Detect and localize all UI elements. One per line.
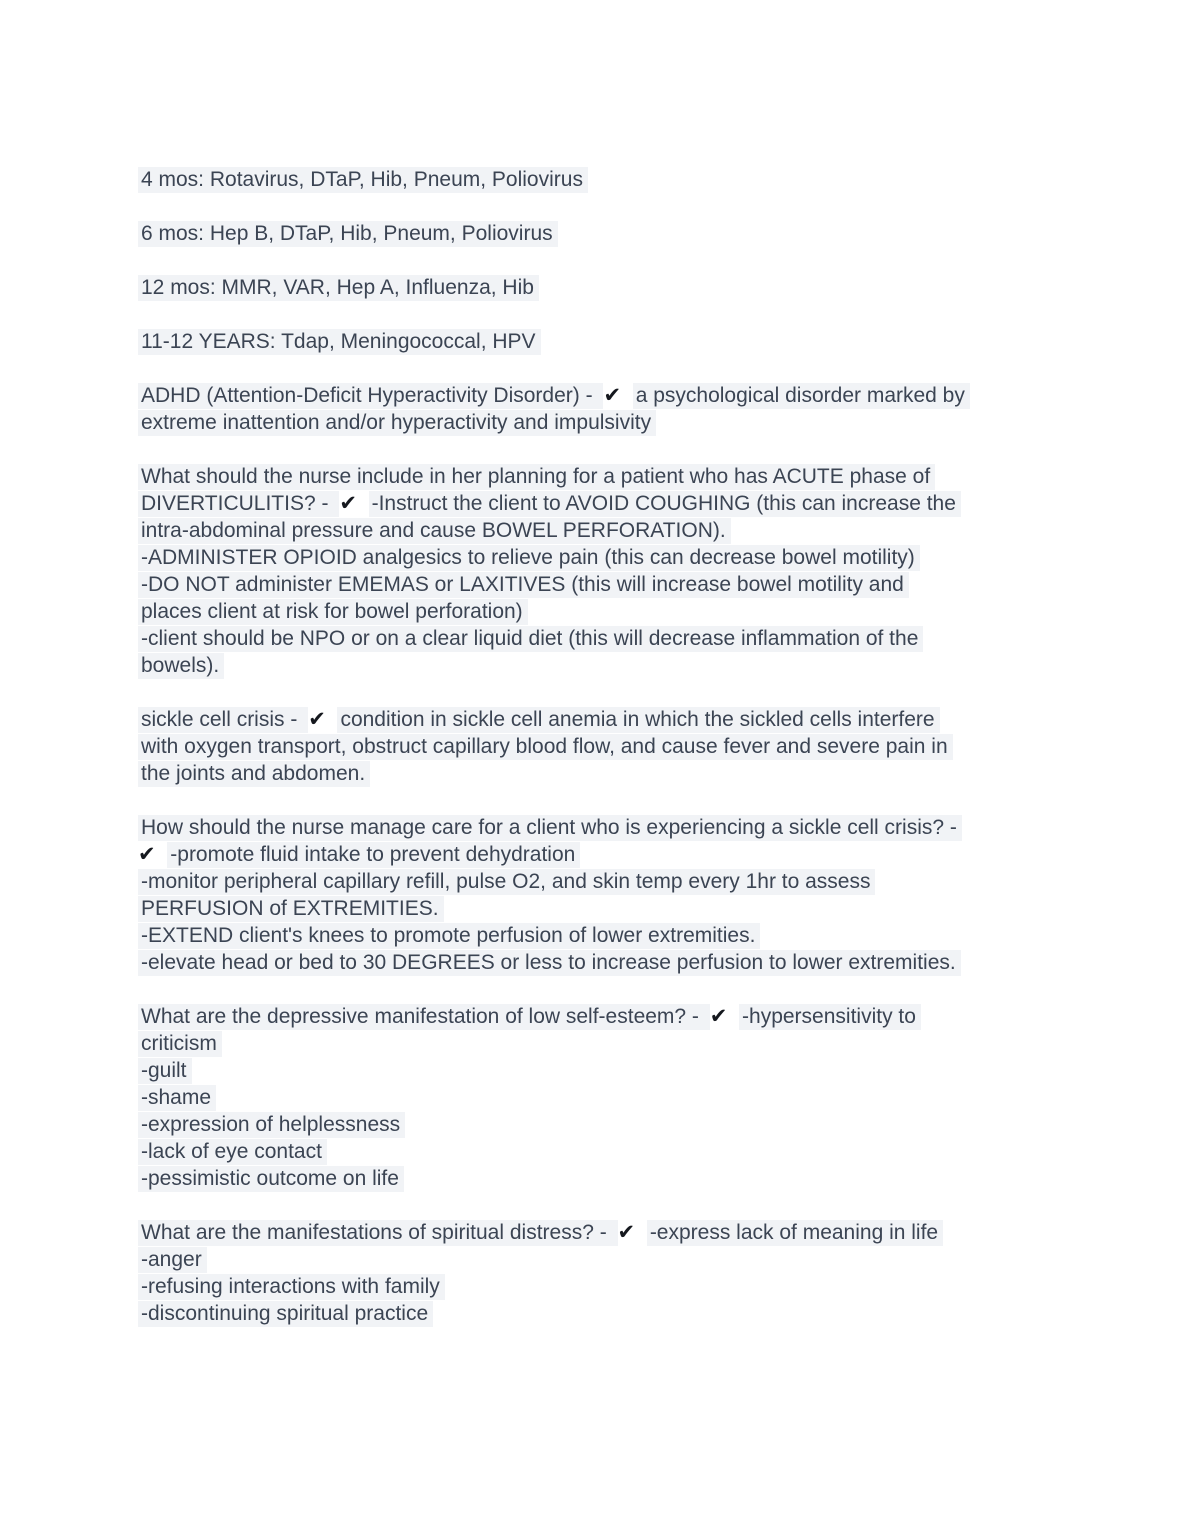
text-line xyxy=(138,220,1128,247)
text-line xyxy=(138,625,1128,652)
highlighted-text: 11-12 YEARS: Tdap, Meningococcal, HPV xyxy=(138,329,541,355)
text-line xyxy=(138,814,1128,841)
highlighted-text: What are the manifestations of spiritual distress? - xyxy=(138,1220,618,1246)
text-line xyxy=(138,274,1128,301)
highlighted-text: -discontinuing spiritual practice xyxy=(138,1301,433,1327)
checkmark-icon: ✔ xyxy=(308,708,338,731)
highlighted-text: PERFUSION of EXTREMITIES. xyxy=(138,896,444,922)
text-line xyxy=(138,490,1128,517)
text-line xyxy=(138,382,1128,409)
highlighted-text: -express lack of meaning in life xyxy=(647,1220,943,1246)
highlighted-text: extreme inattention and/or hyperactivity and impulsivity xyxy=(138,410,656,436)
checkmark-icon: ✔ xyxy=(138,843,168,866)
highlighted-text: -pessimistic outcome on life xyxy=(138,1166,404,1192)
highlighted-text: -promote fluid intake to prevent dehydration xyxy=(167,842,580,868)
highlighted-text: -DO NOT administer EMEMAS or LAXITIVES (this will increase bowel motility and xyxy=(138,572,909,598)
text-line xyxy=(138,868,1128,895)
highlighted-text: DIVERTICULITIS? - xyxy=(138,491,339,517)
highlighted-text: What should the nurse include in her planning for a patient who has ACUTE phase of xyxy=(138,464,935,490)
highlighted-text: 4 mos: Rotavirus, DTaP, Hib, Pneum, Poliovirus xyxy=(138,167,588,193)
highlighted-text: -lack of eye contact xyxy=(138,1139,327,1165)
highlighted-text: -anger xyxy=(138,1247,207,1273)
paragraph xyxy=(138,1003,1128,1192)
text-line xyxy=(138,1057,1128,1084)
highlighted-text: -client should be NPO or on a clear liquid diet (this will decrease inflammation of the xyxy=(138,626,923,652)
paragraph xyxy=(138,463,1128,679)
checkmark-icon: ✔ xyxy=(339,492,369,515)
highlighted-text: 6 mos: Hep B, DTaP, Hib, Pneum, Poliovirus xyxy=(138,221,558,247)
text-line xyxy=(138,166,1128,193)
text-line xyxy=(138,1138,1128,1165)
text-line xyxy=(138,760,1128,787)
text-line xyxy=(138,922,1128,949)
highlighted-text: ADHD (Attention-Deficit Hyperactivity Disorder) - xyxy=(138,383,603,409)
text-line xyxy=(138,1084,1128,1111)
highlighted-text: bowels). xyxy=(138,653,224,679)
highlighted-text: 12 mos: MMR, VAR, Hep A, Influenza, Hib xyxy=(138,275,539,301)
checkmark-icon: ✔ xyxy=(709,1005,740,1028)
text-line xyxy=(138,409,1128,436)
highlighted-text: intra-abdominal pressure and cause BOWEL PERFORATION). xyxy=(138,518,731,544)
highlighted-text: -monitor peripheral capillary refill, pulse O2, and skin temp every 1hr to assess xyxy=(138,869,875,895)
text-line xyxy=(138,1003,1128,1030)
highlighted-text: condition in sickle cell anemia in which the sickled cells interfere xyxy=(337,707,939,733)
checkmark-icon: ✔ xyxy=(617,1221,647,1244)
text-line xyxy=(138,841,1128,868)
paragraph xyxy=(138,220,1128,247)
text-line xyxy=(138,1246,1128,1273)
text-line xyxy=(138,517,1128,544)
highlighted-text: places client at risk for bowel perforation) xyxy=(138,599,528,625)
document-content xyxy=(138,166,1128,1327)
highlighted-text: -Instruct the client to AVOID COUGHING (this can increase the xyxy=(369,491,961,517)
highlighted-text: sickle cell crisis - xyxy=(138,707,308,733)
paragraph xyxy=(138,382,1128,436)
highlighted-text: -hypersensitivity to xyxy=(739,1004,921,1030)
text-line xyxy=(138,895,1128,922)
text-line xyxy=(138,1165,1128,1192)
text-line xyxy=(138,1273,1128,1300)
highlighted-text: -guilt xyxy=(138,1058,192,1084)
highlighted-text: -ADMINISTER OPIOID analgesics to relieve pain (this can decrease bowel motility) xyxy=(138,545,920,571)
paragraph xyxy=(138,166,1128,193)
highlighted-text: -refusing interactions with family xyxy=(138,1274,445,1300)
highlighted-text: What are the depressive manifestation of low self-esteem? - xyxy=(138,1004,710,1030)
text-line xyxy=(138,949,1128,976)
paragraph xyxy=(138,328,1128,355)
text-line xyxy=(138,652,1128,679)
highlighted-text: the joints and abdomen. xyxy=(138,761,370,787)
highlighted-text: a psychological disorder marked by xyxy=(633,383,970,409)
paragraph xyxy=(138,274,1128,301)
text-line xyxy=(138,733,1128,760)
text-line xyxy=(138,1111,1128,1138)
paragraph xyxy=(138,1219,1128,1327)
highlighted-text: -expression of helplessness xyxy=(138,1112,405,1138)
text-line xyxy=(138,1219,1128,1246)
highlighted-text: criticism xyxy=(138,1031,222,1057)
text-line xyxy=(138,598,1128,625)
paragraph xyxy=(138,814,1128,976)
text-line xyxy=(138,463,1128,490)
text-line xyxy=(138,328,1128,355)
text-line xyxy=(138,1030,1128,1057)
checkmark-icon: ✔ xyxy=(603,384,633,407)
highlighted-text: -EXTEND client's knees to promote perfusion of lower extremities. xyxy=(138,923,760,949)
text-line xyxy=(138,706,1128,733)
highlighted-text: with oxygen transport, obstruct capillary blood flow, and cause fever and severe pain in xyxy=(138,734,953,760)
text-line xyxy=(138,544,1128,571)
paragraph xyxy=(138,706,1128,787)
text-line xyxy=(138,571,1128,598)
highlighted-text: How should the nurse manage care for a client who is experiencing a sickle cell crisis? - xyxy=(138,815,962,841)
highlighted-text: -shame xyxy=(138,1085,216,1111)
highlighted-text: -elevate head or bed to 30 DEGREES or less to increase perfusion to lower extremities. xyxy=(138,950,961,976)
text-line xyxy=(138,1300,1128,1327)
